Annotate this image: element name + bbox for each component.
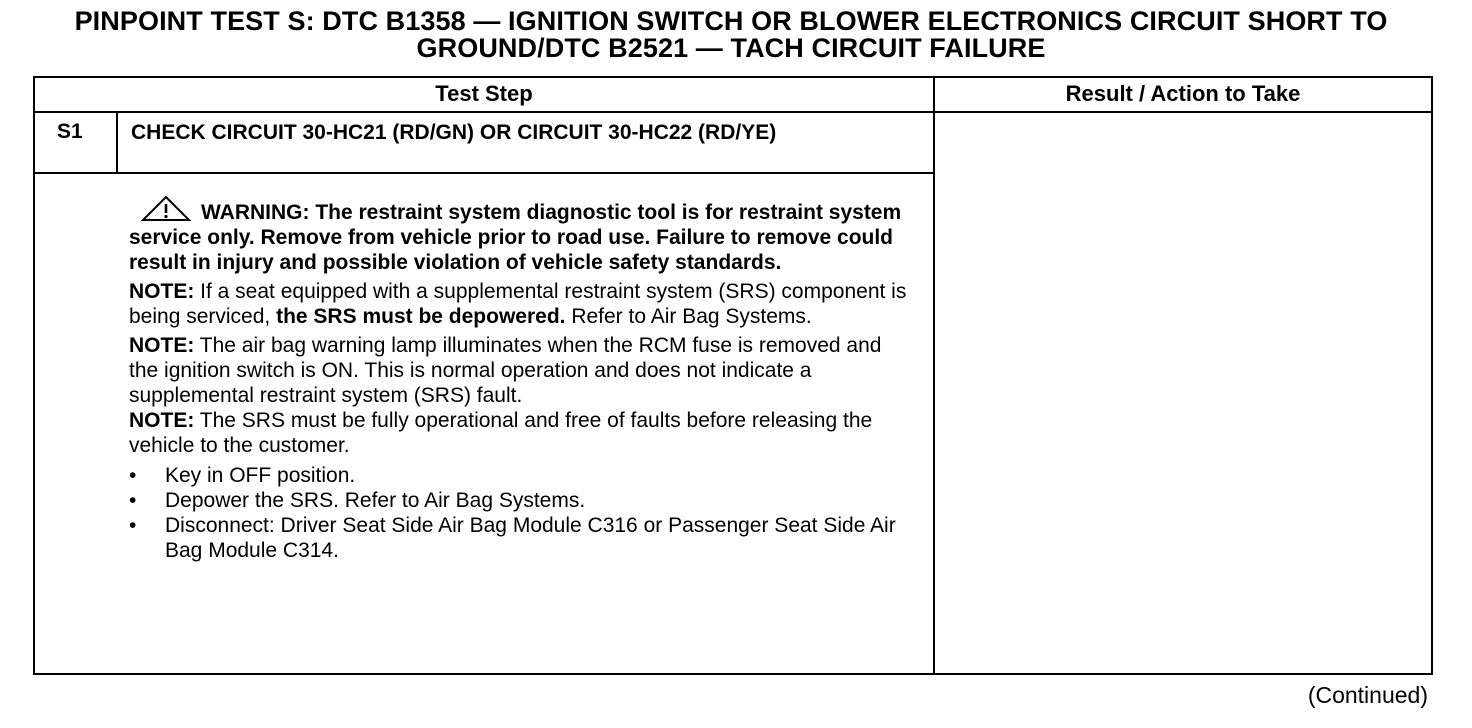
note-text: The SRS must be fully operational and free of faults before releasing the vehicle to the customer.: [129, 409, 873, 457]
step-heading-divider: [35, 172, 933, 174]
action-list: [129, 463, 909, 563]
warning-block: [129, 196, 909, 275]
page-title-line-2: GROUND/DTC B2521 — TACH CIRCUIT FAILURE: [416, 33, 1046, 63]
note-text: The air bag warning lamp illuminates when the RCM fuse is removed and the ignition switch is ON. This is normal operation and does not indicate a supplemental restraint system (SRS) fault.: [129, 334, 882, 407]
note-warning-lamp: [129, 333, 909, 408]
note-label: NOTE:: [129, 334, 195, 357]
header-row-divider: [35, 111, 1431, 113]
list-item: • Disconnect: Driver Seat Side Air Bag Module C316 or Passenger Seat Side Air Bag Module C314.: [129, 514, 896, 562]
step-heading: CHECK CIRCUIT 30-HC21 (RD/GN) OR CIRCUIT 30-HC22 (RD/YE): [131, 121, 777, 144]
note-srs-operational: [129, 408, 909, 458]
bullet-icon: •: [129, 464, 137, 487]
page-title-line-1: PINPOINT TEST S: DTC B1358 — IGNITION SWITCH OR BLOWER ELECTRONICS CIRCUIT SHORT TO: [74, 6, 1388, 36]
pinpoint-test-table: [33, 76, 1433, 675]
warning-triangle-icon: [141, 196, 191, 221]
step-content: [129, 196, 909, 563]
bullet-icon: •: [129, 489, 137, 512]
warning-text: WARNING: The restraint system diagnostic tool is for restraint system service only. Remove from vehicle prior to road use. Failure to remove could result in injury and possible violation of vehicle safety standards.: [129, 201, 902, 274]
bullet-icon: •: [129, 514, 137, 537]
step-id-divider: [116, 111, 118, 174]
list-item: • Depower the SRS. Refer to Air Bag Systems.: [129, 489, 586, 512]
note-depower: [129, 279, 909, 329]
note-label: NOTE:: [129, 409, 195, 432]
continued-label: (Continued): [1307, 682, 1428, 708]
header-result-action: Result / Action to Take: [1065, 81, 1301, 106]
note-emphasis: the SRS must be depowered.: [276, 305, 566, 328]
note-text: Refer to Air Bag Systems.: [565, 305, 812, 328]
page-title: [0, 8, 1462, 62]
note-label: NOTE:: [129, 280, 195, 303]
note-text: If a seat equipped with a supplemental restraint system (SRS) component is being serviced,: [129, 280, 907, 328]
column-divider-result: [933, 78, 935, 673]
list-item: • Key in OFF position.: [129, 464, 356, 487]
step-id: S1: [57, 120, 83, 143]
header-test-step: Test Step: [435, 81, 533, 106]
